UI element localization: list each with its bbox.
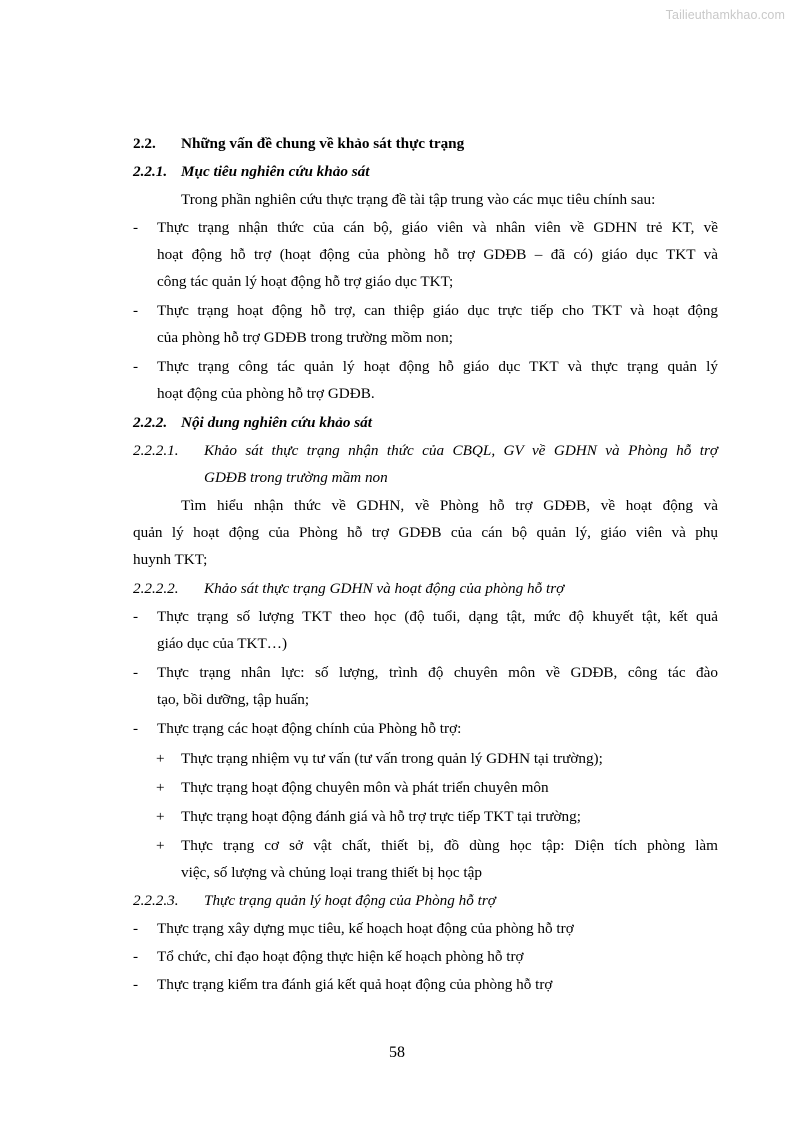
paragraph-line: Tìm hiểu nhận thức về GDHN, về Phòng hỗ trợ GDĐB, về hoạt động và xyxy=(181,497,718,514)
section-2-2-2-2-title: Khảo sát thực trạng GDHN và hoạt động của phòng hỗ trợ xyxy=(204,580,565,597)
section-2-2-1-title: Mục tiêu nghiên cứu khảo sát xyxy=(181,163,370,180)
sub-bullet-marker: + xyxy=(156,779,165,796)
list-item-line: Thực trạng xây dựng mục tiêu, kế hoạch hoạt động của phòng hỗ trợ xyxy=(157,920,574,937)
bullet-marker: - xyxy=(133,302,139,319)
list-item-line: Tổ chức, chỉ đạo hoạt động thực hiện kế hoạch phòng hỗ trợ xyxy=(157,948,524,965)
bullet-marker: - xyxy=(133,608,139,625)
page-number: 58 xyxy=(389,1044,405,1061)
bullet-marker: - xyxy=(133,920,139,937)
sub-list-item-line: Thực trạng cơ sở vật chất, thiết bị, đồ dùng học tập: Diện tích phòng làm xyxy=(181,837,718,854)
list-item-line: Thực trạng các hoạt động chính của Phòng hỗ trợ: xyxy=(157,720,462,737)
sub-bullet-marker: + xyxy=(156,808,165,825)
section-2-2-2-3-title: Thực trạng quản lý hoạt động của Phòng hỗ trợ xyxy=(204,892,496,909)
list-item-line: Thực trạng kiểm tra đánh giá kết quả hoạt động của phòng hỗ trợ xyxy=(157,976,553,993)
sub-list-item-line: việc, số lượng và chủng loại trang thiết bị học tập xyxy=(181,864,482,881)
section-2-2-2-1-title: Khảo sát thực trạng nhận thức của CBQL, GV về GDHN và Phòng hỗ trợ xyxy=(204,442,718,459)
list-item-line: Thực trạng số lượng TKT theo học (độ tuổi, dạng tật, mức độ khuyết tật, kết quả xyxy=(157,608,718,625)
section-2-2-2-2-number: 2.2.2.2. xyxy=(133,580,179,597)
section-2-2-2-3-number: 2.2.2.3. xyxy=(133,892,179,909)
section-2-2-2-number: 2.2.2. xyxy=(133,414,168,431)
bullet-marker: - xyxy=(133,664,139,681)
list-item-line: hoạt động của phòng hỗ trợ GDĐB. xyxy=(157,385,375,402)
bullet-marker: - xyxy=(133,976,139,993)
list-item-line: hoạt động hỗ trợ (hoạt động của phòng hỗ trợ GDĐB – đã có) giáo dục TKT và xyxy=(157,246,718,263)
bullet-marker: - xyxy=(133,720,139,737)
list-item-line: công tác quản lý hoạt động hỗ trợ giáo dục TKT; xyxy=(157,273,454,290)
section-2-2-1-number: 2.2.1. xyxy=(133,163,168,180)
list-item-line: giáo dục của TKT…) xyxy=(157,635,288,652)
bullet-marker: - xyxy=(133,948,139,965)
section-2-2-2-1-number: 2.2.2.1. xyxy=(133,442,179,459)
list-item-line: Thực trạng nhân lực: số lượng, trình độ chuyên môn về GDĐB, công tác đào xyxy=(157,664,718,681)
sub-list-item-line: Thực trạng hoạt động chuyên môn và phát triển chuyên môn xyxy=(181,779,549,796)
watermark: Tailieuthamkhao.com xyxy=(665,8,785,22)
list-item-line: của phòng hỗ trợ GDĐB trong trường mồm non; xyxy=(157,329,453,346)
list-item-line: Thực trạng nhận thức của cán bộ, giáo viên và nhân viên về GDHN trẻ KT, về xyxy=(157,219,718,236)
list-item-line: Thực trạng công tác quản lý hoạt động hỗ giáo dục TKT và thực trạng quản lý xyxy=(157,358,718,375)
list-item-line: tạo, bồi dưỡng, tập huấn; xyxy=(157,691,310,708)
bullet-marker: - xyxy=(133,358,139,375)
section-2-2-2-title: Nội dung nghiên cứu khảo sát xyxy=(181,414,372,431)
section-2-2-number: 2.2. xyxy=(133,135,156,152)
sub-bullet-marker: + xyxy=(156,750,165,767)
paragraph-line: huynh TKT; xyxy=(133,551,208,568)
section-2-2-title: Những vấn đề chung về khảo sát thực trạng xyxy=(181,135,465,152)
sub-list-item-line: Thực trạng hoạt động đánh giá và hỗ trợ trực tiếp TKT tại trường; xyxy=(181,808,581,825)
bullet-marker: - xyxy=(133,219,139,236)
section-2-2-1-intro: Trong phần nghiên cứu thực trạng đề tài tập trung vào các mục tiêu chính sau: xyxy=(181,191,656,208)
sub-bullet-marker: + xyxy=(156,837,165,854)
section-2-2-2-1-title: GDĐB trong trường mầm non xyxy=(204,469,388,486)
paragraph-line: quản lý hoạt động của Phòng hỗ trợ GDĐB của cán bộ quản lý, giáo viên và phụ xyxy=(133,524,718,541)
sub-list-item-line: Thực trạng nhiệm vụ tư vấn (tư vấn trong quản lý GDHN tại trường); xyxy=(181,750,603,767)
list-item-line: Thực trạng hoạt động hỗ trợ, can thiệp giáo dục trực tiếp cho TKT và hoạt động xyxy=(157,302,718,319)
